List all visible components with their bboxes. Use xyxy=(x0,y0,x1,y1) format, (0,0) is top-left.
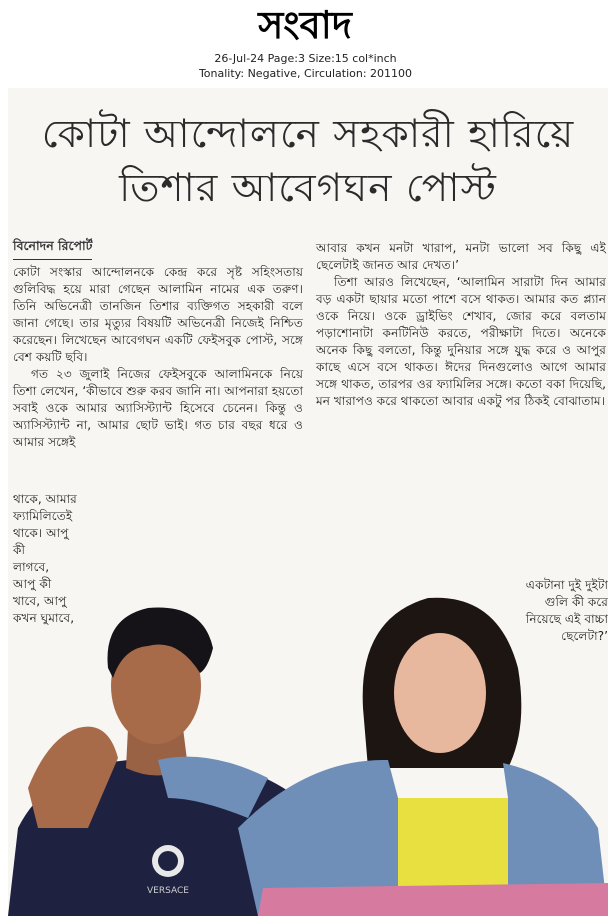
masthead-name: সংবাদ xyxy=(258,2,352,47)
wrap-line: লাগবে, xyxy=(13,560,50,574)
wrap-line: খাবে, আপু xyxy=(13,594,67,608)
wrap-line: নিয়েছে এই বাচ্চা xyxy=(525,612,608,626)
byline: বিনোদন রিপোর্ট xyxy=(13,238,92,260)
tshirt-logo-text: VERSACE xyxy=(147,886,189,896)
article-paragraph: তিশা আরও লিখেছেন, ‘আলামিন সারাটা দিন আমার বড় একটা ছায়ার মতো পাশে বসে থাকত। আমার কত প্ল্যান ওকে নিয়ে। ওকে ড্রাইভিং শেখাব, জোর করে বলতাম পড়াশোনাটা কনটিনিউ করতে, পরীক্ষাটা দিতে। অনেকে অনেক কিছু বলতো, কিন্তু দুনিয়ার সঙ্গে যুদ্ধ করে ও আপুর কাছে এসে বসে থাকত। ঈদের দিনগুলোও আগে আমার সঙ্গে থাকত, তারপর ওর ফ্যামিলির সঙ্গে। কতো বকা দিয়েছি, মন খারাপও করে থাকতো আবার একটু পর ঠিকই বোঝাতাম। xyxy=(316,275,606,408)
clipping-meta-size: 26-Jul-24 Page:3 Size:15 col*inch xyxy=(214,52,397,65)
wrap-line: আপু কী xyxy=(13,577,52,591)
wrap-line: থাকে, আমার xyxy=(13,492,77,506)
headline-line-1: কোটা আন্দোলনে সহকারী হারিয়ে xyxy=(41,112,575,157)
wrap-line: ফ্যামিলিতেই xyxy=(13,509,73,523)
wrap-line: ছেলেটা?’ xyxy=(561,629,608,643)
newspaper-clipping xyxy=(8,88,608,916)
woman-face xyxy=(394,633,486,753)
article-photo xyxy=(8,498,608,916)
wrap-line: থাকে। আপু xyxy=(13,526,69,540)
wrap-line: একটানা দুই দুইটা xyxy=(525,578,608,592)
wrap-line: কী xyxy=(13,543,26,557)
newspaper-masthead xyxy=(150,2,460,48)
article-paragraph: আবার কখন মনটা খারাপ, মনটা ভালো সব কিছু এই ছেলেটাই জানত আর দেখত।’ xyxy=(316,241,606,272)
clipping-meta-tonality: Tonality: Negative, Circulation: 201100 xyxy=(198,67,413,80)
article-column-2 xyxy=(316,240,606,410)
article-paragraph: কোটা সংস্কার আন্দোলনকে কেন্দ্র করে সৃষ্ট সহিংসতায় গুলিবিদ্ধ হয়ে মারা গেছেন আলামিন নামের এক তরুণ। তিনি অভিনেত্রী তানজিন তিশার ব্যক্তিগত সহকারী বলে জানা গেছে। তার মৃত্যুর বিষয়টি অভিনেত্রী নিজেই নিশ্চিত করেছেন। লিখেছেন আবেগঘন একটি ফেইসবুক পোস্ট, সঙ্গে বেশ কয়টি ছবি। xyxy=(13,265,303,364)
article-column-1 xyxy=(13,264,303,451)
wrap-line: কখন ঘুমাবে, xyxy=(13,611,75,625)
article-paragraph: গত ২৩ জুলাই নিজের ফেইসবুকে আলামিনকে নিয়ে তিশা লেখেন, ‘কীভাবে শুরু করব জানি না। আপনারা হয়তো সবাই ওকে আমার অ্যাসিস্ট্যান্ট হিসেবে চেনেন। কিন্তু ও অ্যাসিস্ট্যান্ট না, আমার ছোট ভাই। গত চার বছর ধরে ও আমার সঙ্গেই xyxy=(13,367,303,449)
wrap-line: গুলি কী করে xyxy=(544,595,608,609)
jacket-pink-band xyxy=(258,883,608,916)
headline xyxy=(8,108,608,216)
headline-line-2: তিশার আবেগঘন পোস্ট xyxy=(119,166,497,211)
